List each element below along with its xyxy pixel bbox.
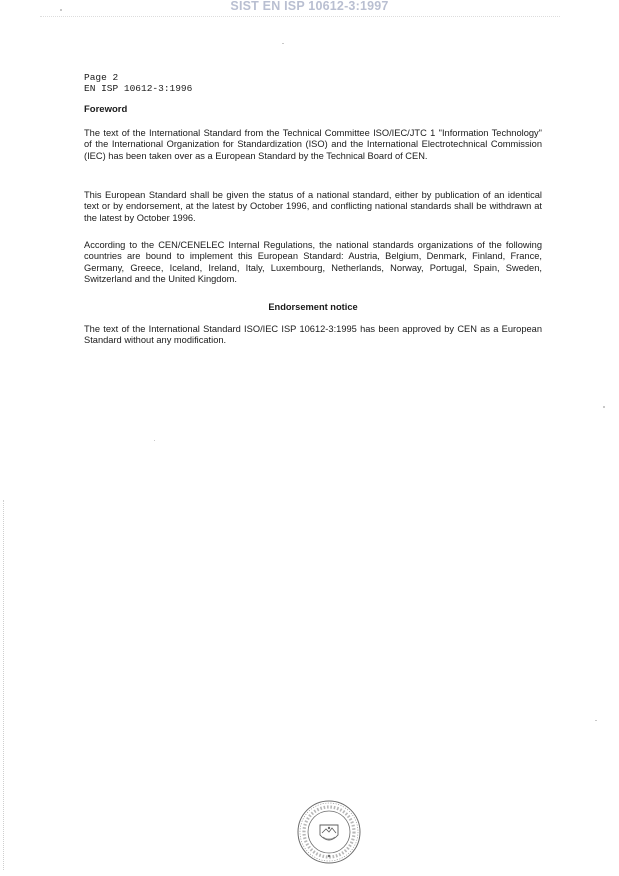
scan-speck <box>60 9 62 11</box>
scan-noise-line <box>40 16 560 19</box>
foreword-heading: Foreword <box>84 104 128 115</box>
document-number: EN ISP 10612-3:1996 <box>84 83 193 94</box>
endorsement-text: The text of the International Standard ISO/IEC ISP 10612-3:1995 has been approved by CEN as a European Standard without any modification. <box>84 324 542 346</box>
scan-speck <box>595 720 597 721</box>
foreword-paragraph-1: The text of the International Standard from the Technical Committee ISO/IEC/JTC 1 "Information Technology" of the International Organization for Standardization (ISO) and the International Electrotechnical Commission (IEC) has been taken over as a European Standard by the Technical Board of CEN. <box>84 128 542 161</box>
foreword-paragraph-3: According to the CEN/CENELEC Internal Regulations, the national standards organizations of the following countries are bound to implement this European Standard: Austria, Belgium, Denmark, Finland, France, Germany, Greece, Iceland, Ireland, Italy, Luxembourg, Netherlands, Norway, Portugal, Spain, Sweden, Switzerland and the United Kingdom. <box>84 240 542 285</box>
watermark-title: SIST EN ISP 10612-3:1997 <box>230 0 389 13</box>
scan-speck <box>282 43 284 44</box>
scan-edge-line <box>3 500 5 870</box>
scan-speck <box>603 406 605 408</box>
page-number: Page 2 <box>84 72 119 83</box>
official-seal-icon <box>296 799 362 865</box>
foreword-paragraph-2: This European Standard shall be given the status of a national standard, either by publication of an identical text or by endorsement, at the latest by October 1996, and conflicting national standards shall be withdrawn at the latest by October 1996. <box>84 190 542 223</box>
scan-speck <box>154 440 155 441</box>
page-header <box>84 72 192 94</box>
endorsement-heading: Endorsement notice <box>268 302 358 312</box>
